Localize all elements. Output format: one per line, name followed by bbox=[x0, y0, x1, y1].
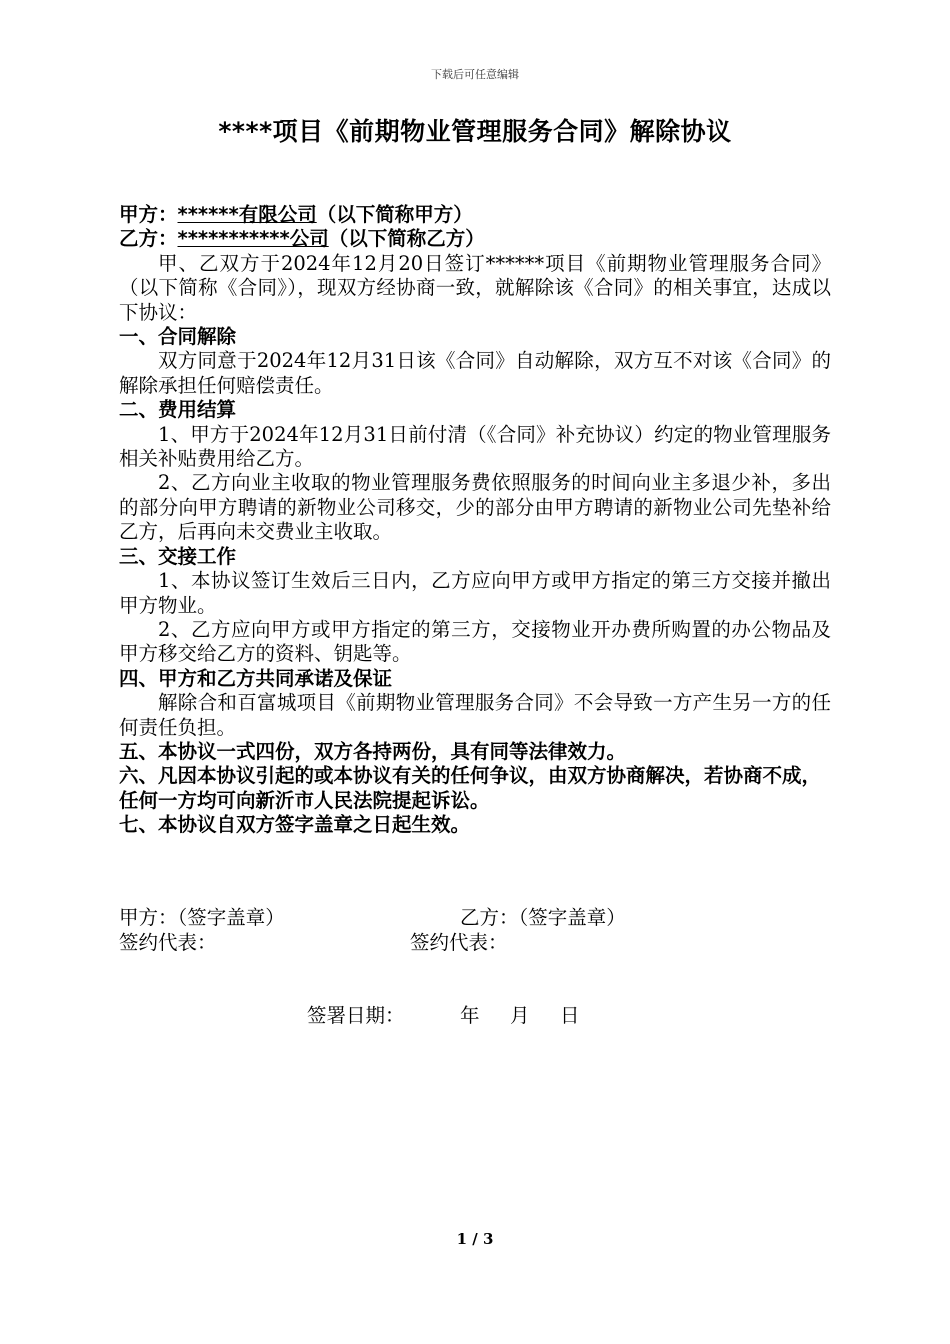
section-4-heading: 四、甲方和乙方共同承诺及保证 bbox=[119, 666, 393, 690]
header-note: 下载后可任意编辑 bbox=[431, 68, 519, 81]
document-title: ****项目《前期物业管理服务合同》解除协议 bbox=[218, 117, 732, 146]
section-1-paragraph: 双方同意于2024年12月31日该《合同》自动解除，双方互不对该《合同》的解除承担任何赔偿责任。 bbox=[119, 349, 831, 397]
party-a-suffix: （以下简称甲方） bbox=[316, 203, 473, 226]
section-3-heading: 三、交接工作 bbox=[119, 544, 237, 568]
party-b-name: ***********公司 bbox=[177, 227, 329, 251]
section-5: 五、本协议一式四份，双方各持两份，具有同等法律效力。 bbox=[119, 739, 627, 763]
section-2-paragraph-1: 1、甲方于2024年12月31日前付清（《合同》补充协议）约定的物业管理服务相关补贴费用给乙方。 bbox=[119, 422, 831, 471]
signing-date-month: 月 bbox=[510, 1004, 530, 1027]
signature-party-b: 乙方：（签字盖章） bbox=[460, 906, 626, 929]
party-a-line bbox=[119, 203, 831, 227]
signature-rep-b: 签约代表： bbox=[410, 931, 508, 954]
party-a-name: ******有限公司 bbox=[177, 203, 317, 226]
party-a-label: 甲方： bbox=[119, 203, 178, 226]
section-7: 七、本协议自双方签字盖章之日起生效。 bbox=[119, 813, 471, 837]
section-6: 六、凡因本协议引起的或本协议有关的任何争议，由双方协商解决，若协商不成，任何一方均可向新沂市人民法院提起诉讼。 bbox=[119, 764, 822, 812]
party-b-suffix: （以下简称乙方） bbox=[328, 227, 485, 251]
signature-rep-a: 签约代表： bbox=[119, 931, 217, 954]
page-number: 1 / 3 bbox=[456, 1230, 494, 1248]
section-3-paragraph-1: 1、本协议签订生效后三日内，乙方应向甲方或甲方指定的第三方交接并撤出甲方物业。 bbox=[119, 569, 831, 617]
party-b-line bbox=[119, 227, 831, 251]
section-2-heading: 二、费用结算 bbox=[119, 398, 237, 422]
section-2-paragraph-2: 2、乙方向业主收取的物业管理服务费依照服务的时间向业主多退少补，多出的部分向甲方聘请的新物业公司移交，少的部分由甲方聘请的新物业公司先垫补给乙方，后再向未交费业主收取。 bbox=[119, 471, 831, 544]
section-3-paragraph-2: 2、乙方应向甲方或甲方指定的第三方，交接物业开办费所购置的办公物品及甲方移交给乙方的资料、钥匙等。 bbox=[119, 617, 831, 666]
signing-date-label: 签署日期： bbox=[307, 1004, 405, 1027]
party-b-label: 乙方： bbox=[119, 227, 178, 251]
signing-date-year: 年 bbox=[460, 1004, 480, 1027]
intro-paragraph: 甲、乙双方于2024年12月20日签订******项目《前期物业管理服务合同》（以下简称《合同》），现双方经协商一致，就解除该《合同》的相关事宜，达成以下协议： bbox=[119, 251, 831, 324]
section-4-paragraph: 解除合和百富城项目《前期物业管理服务合同》不会导致一方产生另一方的任何责任负担。 bbox=[119, 691, 831, 739]
document-body bbox=[119, 203, 831, 838]
signature-party-a: 甲方：（签字盖章） bbox=[119, 906, 285, 929]
signing-date-day: 日 bbox=[560, 1004, 580, 1027]
section-1-heading: 一、合同解除 bbox=[119, 325, 237, 349]
